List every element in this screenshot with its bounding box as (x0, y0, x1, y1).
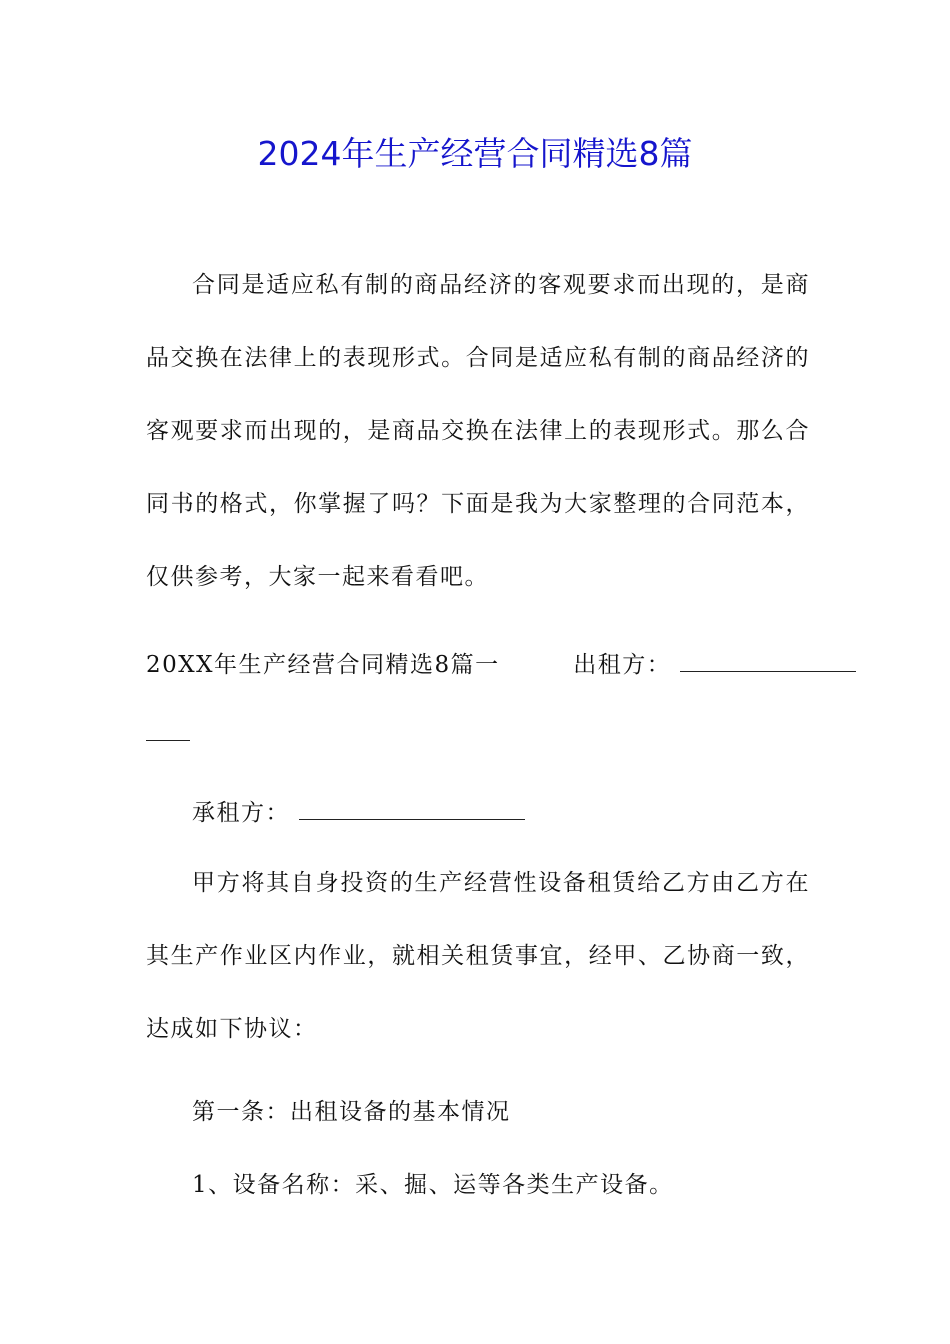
lessor-label: 出租方： (573, 652, 672, 678)
lessee-row (192, 794, 525, 827)
section-heading: 20XX年生产经营合同精选8篇一 (146, 652, 500, 678)
article-1-heading: 第一条：出租设备的基本情况 (192, 1099, 511, 1125)
lessor-blank-continuation (146, 740, 190, 741)
intro-paragraph: 合同是适应私有制的商品经济的客观要求而出现的，是商品交换在法律上的表现形式。合同是适应私有制的商品经济的客观要求而出现的，是商品交换在法律上的表现形式。那么合同书的格式，你掌握了吗？下面是我为大家整理的合同范本，仅供参考，大家一起来看看吧。 (146, 272, 810, 590)
document-title: 2024年生产经营合同精选8篇 (257, 134, 693, 173)
lessee-blank (299, 799, 525, 820)
lessor-blank (680, 651, 856, 672)
agreement-paragraph: 甲方将其自身投资的生产经营性设备租赁给乙方由乙方在其生产作业区内作业，就相关租赁事宜，经甲、乙协商一致，达成如下协议： (146, 870, 810, 1042)
lessee-label: 承租方： (192, 800, 290, 826)
article-1-item-1: 1、设备名称：采、掘、运等各类生产设备。 (192, 1172, 674, 1198)
section-heading-row (146, 646, 856, 679)
